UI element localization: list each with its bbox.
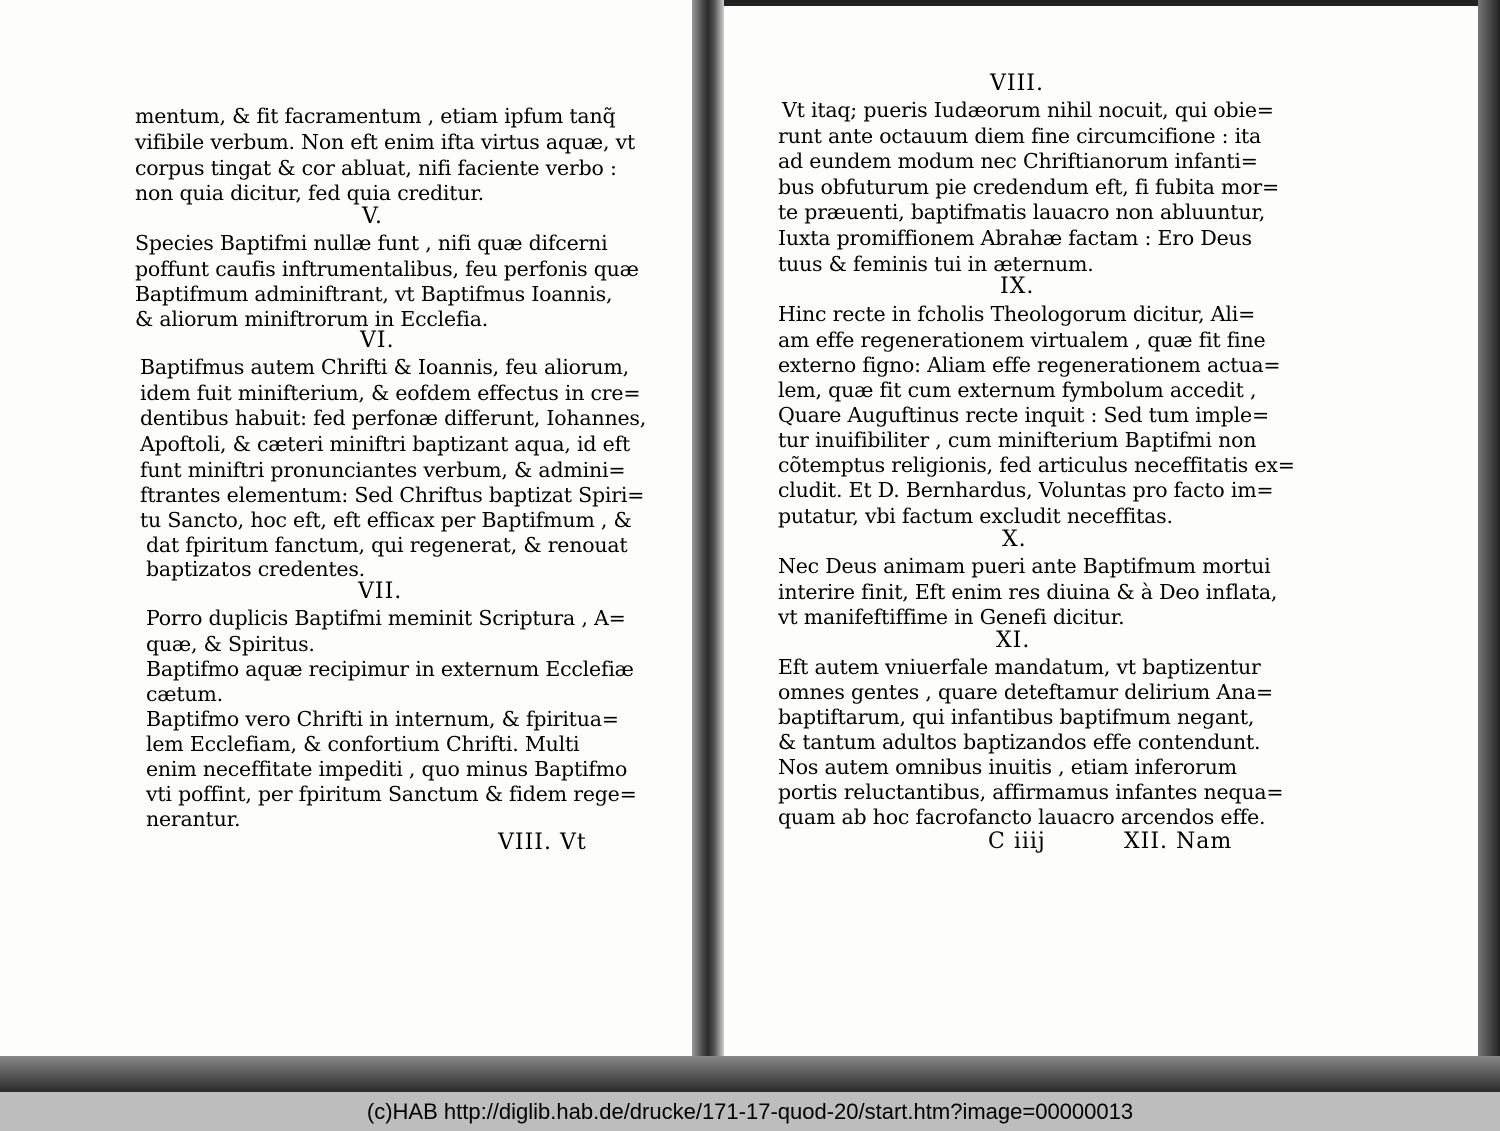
- text-line: Apoftoli, & cæteri miniftri baptizant aqua, id eft: [140, 432, 630, 456]
- text-line: & aliorum miniftrorum in Ecclefia.: [135, 307, 489, 331]
- text-line: Hinc recte in fcholis Theologorum dicitur, Ali=: [778, 302, 1256, 326]
- page-edge: [1478, 0, 1500, 1092]
- text-line: funt miniftri pronunciantes verbum, & admini=: [140, 458, 626, 482]
- book-gutter: [692, 0, 724, 1092]
- section-heading: IX.: [1000, 274, 1035, 299]
- text-line: dentibus habuit: fed perfonæ differunt, Iohannes,: [140, 406, 647, 430]
- text-line: Nec Deus animam pueri ante Baptifmum mortui: [778, 554, 1271, 578]
- text-line: Baptifmus autem Chrifti & Ioannis, feu aliorum,: [140, 355, 629, 379]
- text-line: idem fuit minifterium, & eofdem effectus in cre=: [140, 381, 641, 405]
- text-line: externo figno: Aliam effe regenerationem actua=: [778, 353, 1281, 377]
- text-line: Quare Auguftinus recte inquit : Sed tum imple=: [778, 403, 1269, 427]
- text-line: vti poffint, per fpiritum Sanctum & fidem rege=: [146, 782, 637, 806]
- text-line: vt manifeftiffime in Genefi dicitur.: [778, 605, 1125, 629]
- text-line: quæ, & Spiritus.: [146, 632, 315, 656]
- text-line: ad eundem modum nec Chriftianorum infanti=: [778, 149, 1258, 173]
- signature-mark: C iiij: [988, 829, 1046, 854]
- text-line: vifibile verbum. Non eft enim ifta virtus aquæ, vt: [135, 130, 635, 154]
- text-line: omnes gentes , quare deteftamur delirium Ana=: [778, 680, 1273, 704]
- text-line: quam ab hoc facrofancto lauacro arcendos effe.: [778, 805, 1266, 829]
- text-line: baptiftarum, qui infantibus baptifmum negant,: [778, 705, 1255, 729]
- catchword: VIII. Vt: [498, 830, 587, 855]
- text-line: cludit. Et D. Bernhardus, Voluntas pro facto im=: [778, 478, 1274, 502]
- text-line: portis reluctantibus, affirmamus infantes nequa=: [778, 780, 1284, 804]
- text-line: tu Sancto, hoc eft, eft efficax per Baptifmum , &: [140, 508, 632, 532]
- text-line: & tantum adultos baptizandos effe contendunt.: [778, 730, 1261, 754]
- text-line: Eft autem vniuerfale mandatum, vt baptizentur: [778, 655, 1261, 679]
- text-line: Baptifmo vero Chrifti in internum, & fpiritua=: [146, 707, 619, 731]
- text-line: Nos autem omnibus inuitis , etiam inferorum: [778, 755, 1237, 779]
- text-line: Baptifmum adminiftrant, vt Baptifmus Ioannis,: [135, 282, 613, 306]
- text-line: Iuxta promiffionem Abrahæ factam : Ero Deus: [778, 226, 1252, 250]
- copyright-footer: (c)HAB http://diglib.hab.de/drucke/171-17-quod-20/start.htm?image=00000013: [0, 1092, 1500, 1131]
- text-line: Baptifmo aquæ recipimur in externum Ecclefiæ: [146, 657, 634, 681]
- text-line: Species Baptifmi nullæ funt , nifi quæ difcerni: [135, 231, 608, 255]
- text-line: tuus & feminis tui in æternum.: [778, 252, 1094, 276]
- text-line: mentum, & fit facramentum , etiam ipfum tanq̃: [135, 104, 616, 128]
- section-heading: VII.: [358, 579, 403, 604]
- section-heading: XI.: [996, 628, 1031, 653]
- text-line: baptizatos credentes.: [146, 557, 365, 581]
- text-line: lem, quæ fit cum externum fymbolum accedit ,: [778, 378, 1257, 402]
- scan-shadow: [0, 1056, 1500, 1092]
- text-line: tur inuifibiliter , cum minifterium Baptifmi non: [778, 428, 1257, 452]
- text-line: interire finit, Eft enim res diuina & à Deo inflata,: [778, 580, 1278, 604]
- text-line: enim neceffitate impediti , quo minus Baptifmo: [146, 757, 628, 781]
- text-line: nerantur.: [146, 807, 241, 831]
- section-heading: VI.: [360, 328, 395, 353]
- text-line: corpus tingat & cor abluat, nifi faciente verbo :: [135, 156, 617, 180]
- section-heading: V.: [362, 204, 384, 229]
- text-line: putatur, vbi factum excludit neceffitas.: [778, 504, 1173, 528]
- text-line: lem Ecclefiam, & confortium Chrifti. Multi: [146, 732, 580, 756]
- text-line: bus obfuturum pie credendum eft, fi fubita mor=: [778, 175, 1279, 199]
- text-line: Vt itaq; pueris Iudæorum nihil nocuit, qui obie=: [782, 98, 1274, 122]
- section-heading: VIII.: [990, 71, 1044, 96]
- text-line: am effe regenerationem virtualem , quæ fit fine: [778, 328, 1266, 352]
- text-line: ftrantes elementum: Sed Chriftus baptizat Spiri=: [140, 483, 645, 507]
- text-line: te præuenti, baptifmatis lauacro non abluuntur,: [778, 200, 1266, 224]
- text-line: cõtemptus religionis, fed articulus neceffitatis ex=: [778, 453, 1295, 477]
- text-line: runt ante octauum diem fine circumcifione : ita: [778, 124, 1262, 148]
- catchword: XII. Nam: [1124, 829, 1233, 854]
- text-line: cætum.: [146, 682, 223, 706]
- text-line: poffunt caufis inftrumentalibus, feu perfonis quæ: [135, 257, 639, 281]
- text-line: Porro duplicis Baptifmi meminit Scriptura , A=: [146, 606, 626, 630]
- section-heading: X.: [1002, 527, 1027, 552]
- text-line: dat fpiritum fanctum, qui regenerat, & renouat: [146, 533, 628, 557]
- text-line: non quia dicitur, fed quia creditur.: [135, 181, 484, 205]
